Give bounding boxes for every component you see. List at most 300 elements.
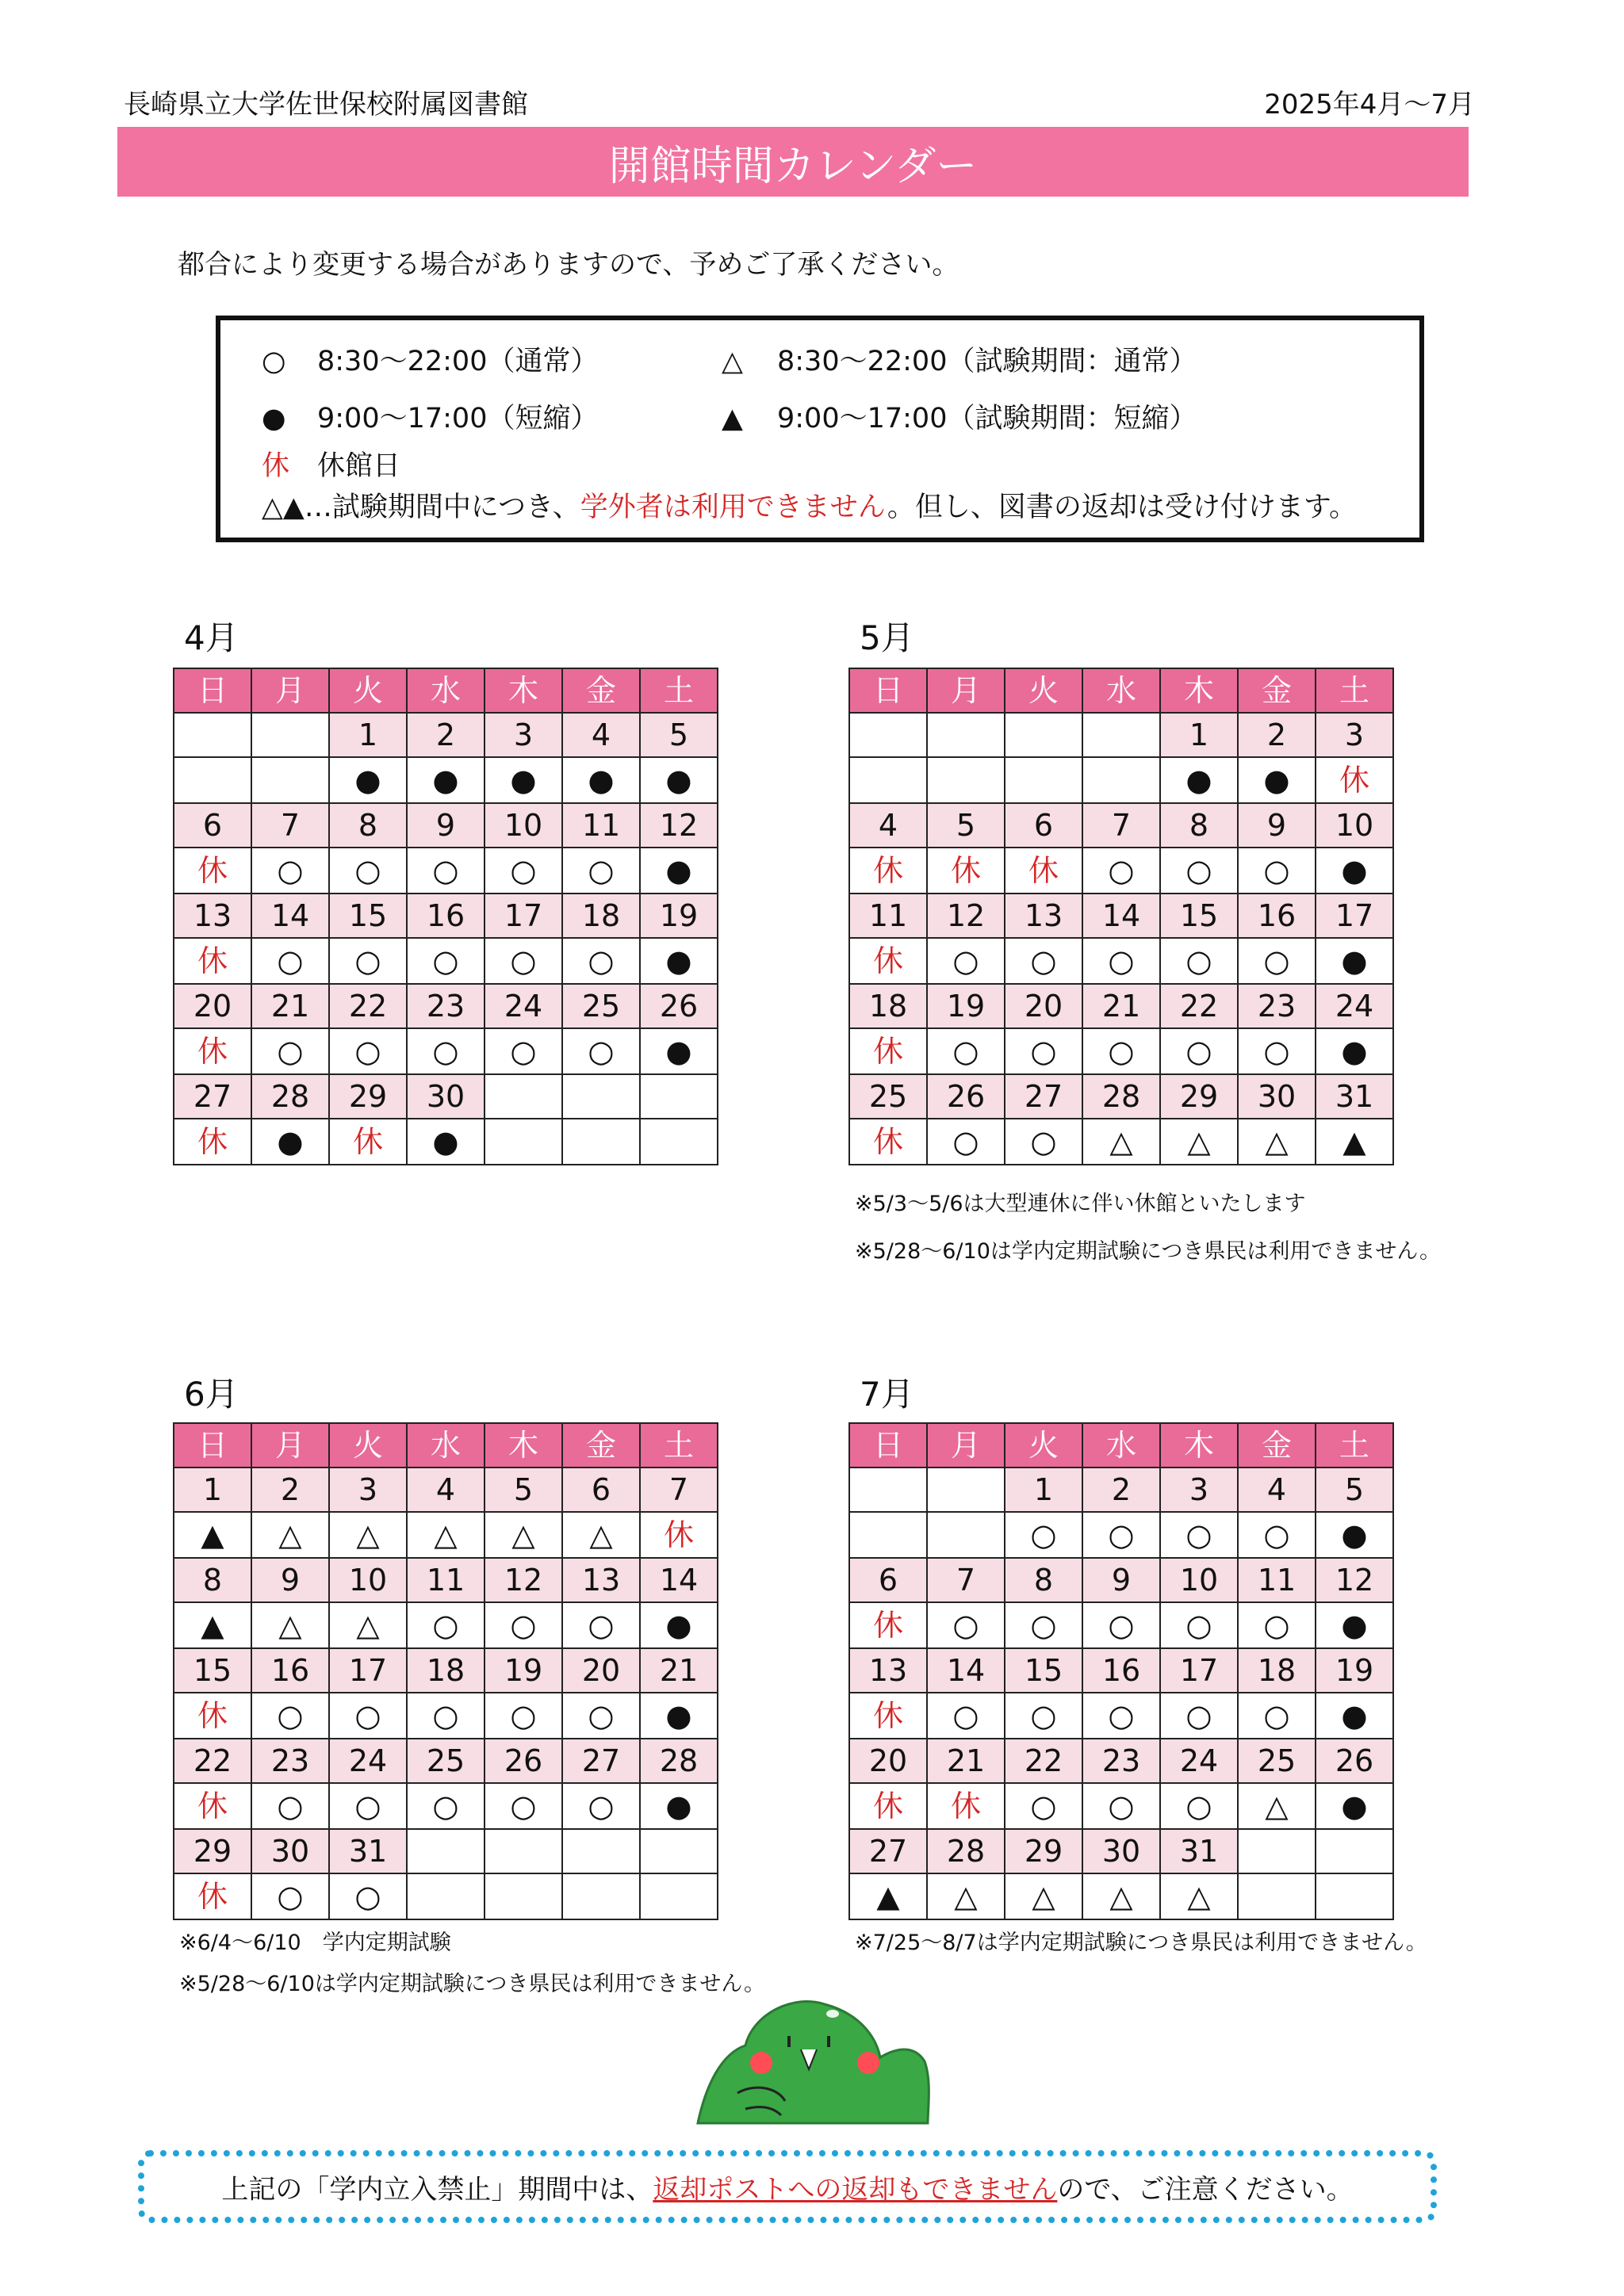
- day-number: 28: [640, 1739, 718, 1783]
- day-status: [927, 1512, 1005, 1558]
- day-status: [1238, 1873, 1316, 1919]
- date-row: [174, 1829, 718, 1873]
- day-number: 17: [1160, 1648, 1238, 1693]
- day-number: 6: [849, 1558, 927, 1602]
- day-status: [849, 1512, 927, 1558]
- day-status: ○: [485, 1028, 562, 1074]
- status-row: [849, 938, 1393, 984]
- legend-exam-normal: [722, 339, 1197, 379]
- day-status: 休: [174, 1693, 251, 1739]
- return-post-notice: [138, 2150, 1437, 2223]
- day-status: ○: [1160, 1693, 1238, 1739]
- status-row: [849, 848, 1393, 894]
- calendar-period: 2025年4月～7月: [1264, 89, 1475, 121]
- day-status: △: [1082, 1873, 1160, 1919]
- day-number: [562, 1074, 640, 1119]
- day-number: 24: [1160, 1739, 1238, 1783]
- status-row: [849, 757, 1393, 803]
- day-status: [1082, 757, 1160, 803]
- day-status: ○: [1005, 938, 1082, 984]
- open-circle-icon: ○: [262, 346, 286, 377]
- day-number: 4: [407, 1468, 485, 1512]
- day-number: 9: [407, 803, 485, 848]
- weekday-label: 木: [485, 668, 562, 713]
- day-status: ○: [562, 1602, 640, 1648]
- weekday-label: 火: [329, 668, 407, 713]
- day-number: 3: [1316, 713, 1393, 757]
- day-number: 12: [927, 894, 1005, 938]
- day-status: 休: [174, 848, 251, 894]
- day-status: ○: [485, 848, 562, 894]
- day-number: 24: [1316, 984, 1393, 1028]
- day-number: [1238, 1829, 1316, 1873]
- exam-note-suffix: 。但し、図書の返却は受け付けます。: [887, 492, 1358, 523]
- day-status: ○: [1160, 848, 1238, 894]
- legend-exam-short-text: 9:00～17:00（試験期間：短縮）: [777, 403, 1197, 434]
- may-note-holiday: ※5/3～5/6は大型連休に伴い休館といたします: [855, 1192, 1306, 1216]
- day-status: ○: [251, 848, 329, 894]
- day-status: 休: [849, 1119, 927, 1165]
- day-status: 休: [849, 1783, 927, 1829]
- day-number: 8: [1160, 803, 1238, 848]
- legend-box: [216, 316, 1424, 542]
- day-status: 休: [174, 1119, 251, 1165]
- day-status: 休: [174, 1873, 251, 1919]
- day-status: [562, 1119, 640, 1165]
- day-status: △: [927, 1873, 1005, 1919]
- day-status: ○: [485, 1602, 562, 1648]
- day-number: 15: [174, 1648, 251, 1693]
- day-status: ●: [1160, 757, 1238, 803]
- weekday-label: 木: [485, 1423, 562, 1468]
- date-row: [174, 1558, 718, 1602]
- legend-closed-text: 休館日: [317, 450, 401, 482]
- day-status: ▲: [849, 1873, 927, 1919]
- day-status: ●: [562, 757, 640, 803]
- day-status: ○: [1082, 1028, 1160, 1074]
- day-status: ○: [407, 1693, 485, 1739]
- day-number: [640, 1829, 718, 1873]
- day-number: 7: [927, 1558, 1005, 1602]
- day-status: ●: [640, 757, 718, 803]
- date-row: [849, 1829, 1393, 1873]
- day-number: [640, 1074, 718, 1119]
- day-number: 19: [1316, 1648, 1393, 1693]
- day-number: 28: [1082, 1074, 1160, 1119]
- day-status: ○: [1238, 848, 1316, 894]
- day-number: 9: [1082, 1558, 1160, 1602]
- day-number: 16: [1238, 894, 1316, 938]
- day-status: 休: [174, 1028, 251, 1074]
- status-row: [849, 1783, 1393, 1829]
- day-number: 21: [1082, 984, 1160, 1028]
- day-status: ○: [1005, 1512, 1082, 1558]
- day-status: ○: [251, 938, 329, 984]
- day-number: 5: [927, 803, 1005, 848]
- day-number: 11: [849, 894, 927, 938]
- day-status: ●: [640, 1028, 718, 1074]
- day-status: △: [329, 1512, 407, 1558]
- day-number: 3: [485, 713, 562, 757]
- day-status: ●: [1238, 757, 1316, 803]
- day-status: ●: [1316, 1028, 1393, 1074]
- weekday-label: 水: [1082, 668, 1160, 713]
- june-note-exam: ※5/28～6/10は学内定期試験につき県民は利用できません。: [179, 1972, 765, 1996]
- day-number: 16: [251, 1648, 329, 1693]
- day-number: 30: [407, 1074, 485, 1119]
- day-number: [849, 713, 927, 757]
- day-status: 休: [329, 1119, 407, 1165]
- day-status: ○: [251, 1873, 329, 1919]
- weekday-label: 金: [562, 1423, 640, 1468]
- day-number: [407, 1829, 485, 1873]
- day-number: 11: [407, 1558, 485, 1602]
- weekday-header-row: [849, 1423, 1393, 1468]
- day-number: 28: [927, 1829, 1005, 1873]
- status-row: [174, 848, 718, 894]
- day-number: 14: [640, 1558, 718, 1602]
- day-number: 22: [1160, 984, 1238, 1028]
- day-status: ●: [640, 1693, 718, 1739]
- month-title-april: 4月: [184, 618, 239, 657]
- day-status: △: [562, 1512, 640, 1558]
- day-status: [485, 1119, 562, 1165]
- day-number: [1082, 713, 1160, 757]
- status-row: [849, 1028, 1393, 1074]
- day-number: [1005, 713, 1082, 757]
- day-number: 2: [407, 713, 485, 757]
- return-notice-warning: 返却ポストへの返却もできません: [653, 2173, 1058, 2206]
- day-status: ○: [329, 848, 407, 894]
- day-status: 休: [640, 1512, 718, 1558]
- day-number: 5: [640, 713, 718, 757]
- weekday-label: 土: [1316, 1423, 1393, 1468]
- day-status: 休: [849, 848, 927, 894]
- day-number: [927, 1468, 1005, 1512]
- day-number: 18: [407, 1648, 485, 1693]
- july-note-exam: ※7/25～8/7は学内定期試験につき県民は利用できません。: [855, 1931, 1427, 1955]
- mascot-illustration: [690, 1990, 936, 2125]
- filled-triangle-icon: ▲: [722, 403, 743, 434]
- day-status: ●: [1316, 1512, 1393, 1558]
- legend-short-text: 9:00～17:00（短縮）: [317, 403, 599, 434]
- day-status: 休: [849, 1028, 927, 1074]
- day-status: ○: [407, 1783, 485, 1829]
- day-status: ●: [251, 1119, 329, 1165]
- day-number: 19: [927, 984, 1005, 1028]
- weekday-label: 日: [849, 1423, 927, 1468]
- day-status: ○: [562, 1783, 640, 1829]
- day-status: ○: [1005, 1693, 1082, 1739]
- calendar-july: [848, 1422, 1394, 1920]
- date-row: [174, 803, 718, 848]
- day-status: △: [485, 1512, 562, 1558]
- date-row: [849, 894, 1393, 938]
- day-status: ○: [407, 1602, 485, 1648]
- weekday-label: 木: [1160, 1423, 1238, 1468]
- day-number: 31: [1316, 1074, 1393, 1119]
- day-status: ●: [407, 757, 485, 803]
- day-number: 29: [329, 1074, 407, 1119]
- weekday-label: 金: [1238, 668, 1316, 713]
- day-status: 休: [174, 938, 251, 984]
- day-number: 11: [562, 803, 640, 848]
- day-number: 25: [407, 1739, 485, 1783]
- status-row: [174, 1873, 718, 1919]
- date-row: [174, 984, 718, 1028]
- status-row: [174, 1783, 718, 1829]
- weekday-label: 月: [927, 1423, 1005, 1468]
- weekday-label: 火: [1005, 1423, 1082, 1468]
- weekday-label: 月: [251, 1423, 329, 1468]
- day-status: △: [1005, 1873, 1082, 1919]
- day-number: 21: [927, 1739, 1005, 1783]
- day-status: ○: [927, 1119, 1005, 1165]
- weekday-header-row: [174, 668, 718, 713]
- day-status: ○: [927, 1693, 1005, 1739]
- day-number: 17: [485, 894, 562, 938]
- day-number: 31: [329, 1829, 407, 1873]
- day-status: [407, 1873, 485, 1919]
- date-row: [849, 1739, 1393, 1783]
- date-row: [174, 1739, 718, 1783]
- weekday-label: 月: [927, 668, 1005, 713]
- day-status: ○: [1160, 1028, 1238, 1074]
- day-status: △: [1160, 1119, 1238, 1165]
- legend-normal-text: 8:30～22:00（通常）: [317, 346, 599, 377]
- day-number: 26: [485, 1739, 562, 1783]
- day-status: ○: [1238, 1602, 1316, 1648]
- status-row: [849, 1119, 1393, 1165]
- status-row: [849, 1873, 1393, 1919]
- day-number: 6: [562, 1468, 640, 1512]
- day-status: ○: [251, 1028, 329, 1074]
- day-status: [485, 1873, 562, 1919]
- day-number: 27: [849, 1829, 927, 1873]
- day-number: 27: [1005, 1074, 1082, 1119]
- weekday-label: 火: [1005, 668, 1082, 713]
- day-number: 30: [1082, 1829, 1160, 1873]
- day-number: 24: [485, 984, 562, 1028]
- status-row: [174, 938, 718, 984]
- filled-circle-icon: ●: [262, 403, 286, 434]
- day-number: 17: [1316, 894, 1393, 938]
- day-number: 8: [174, 1558, 251, 1602]
- day-number: 26: [640, 984, 718, 1028]
- day-status: △: [407, 1512, 485, 1558]
- date-row: [849, 1648, 1393, 1693]
- day-status: ○: [1005, 1028, 1082, 1074]
- day-number: 1: [1160, 713, 1238, 757]
- date-row: [849, 1074, 1393, 1119]
- day-number: 1: [329, 713, 407, 757]
- day-number: 22: [1005, 1739, 1082, 1783]
- day-status: 休: [849, 1602, 927, 1648]
- closed-mark-icon: 休: [262, 450, 290, 482]
- day-number: 29: [174, 1829, 251, 1873]
- weekday-label: 火: [329, 1423, 407, 1468]
- status-row: [174, 1028, 718, 1074]
- day-status: ●: [329, 757, 407, 803]
- day-status: [640, 1119, 718, 1165]
- day-number: 14: [927, 1648, 1005, 1693]
- day-status: ○: [562, 848, 640, 894]
- weekday-header-row: [849, 668, 1393, 713]
- day-number: 4: [562, 713, 640, 757]
- day-number: 27: [562, 1739, 640, 1783]
- day-number: 19: [640, 894, 718, 938]
- day-number: 13: [562, 1558, 640, 1602]
- day-number: 20: [1005, 984, 1082, 1028]
- day-number: 1: [1005, 1468, 1082, 1512]
- weekday-label: 金: [562, 668, 640, 713]
- day-status: ○: [927, 938, 1005, 984]
- day-status: [251, 757, 329, 803]
- day-number: 18: [1238, 1648, 1316, 1693]
- day-number: 22: [174, 1739, 251, 1783]
- day-number: 25: [1238, 1739, 1316, 1783]
- day-number: 26: [927, 1074, 1005, 1119]
- day-status: ○: [329, 1693, 407, 1739]
- day-status: ○: [927, 1602, 1005, 1648]
- library-name: 長崎県立大学佐世保校附属図書館: [124, 89, 528, 121]
- day-status: ○: [1238, 1512, 1316, 1558]
- day-status: [849, 757, 927, 803]
- day-status: △: [1238, 1783, 1316, 1829]
- open-triangle-icon: △: [722, 346, 743, 377]
- day-number: 27: [174, 1074, 251, 1119]
- status-row: [174, 1512, 718, 1558]
- return-notice-prefix: 上記の「学内立入禁止」期間中は、: [221, 2173, 653, 2206]
- day-number: 23: [1238, 984, 1316, 1028]
- day-number: 20: [562, 1648, 640, 1693]
- day-status: ○: [407, 848, 485, 894]
- legend-exam-normal-text: 8:30～22:00（試験期間：通常）: [777, 346, 1197, 377]
- day-number: 10: [1316, 803, 1393, 848]
- day-status: ○: [1082, 1512, 1160, 1558]
- day-number: 24: [329, 1739, 407, 1783]
- day-number: 15: [1160, 894, 1238, 938]
- day-number: 9: [251, 1558, 329, 1602]
- day-number: 25: [849, 1074, 927, 1119]
- day-status: △: [1082, 1119, 1160, 1165]
- day-status: ▲: [174, 1512, 251, 1558]
- status-row: [849, 1693, 1393, 1739]
- month-title-may: 5月: [860, 618, 914, 657]
- weekday-label: 水: [407, 1423, 485, 1468]
- day-number: 30: [1238, 1074, 1316, 1119]
- day-number: 15: [1005, 1648, 1082, 1693]
- day-status: ○: [485, 938, 562, 984]
- status-row: [849, 1512, 1393, 1558]
- status-row: [174, 1602, 718, 1648]
- date-row: [849, 984, 1393, 1028]
- day-status: ○: [329, 1873, 407, 1919]
- day-number: [562, 1829, 640, 1873]
- day-number: 7: [1082, 803, 1160, 848]
- weekday-label: 土: [640, 668, 718, 713]
- day-number: 3: [1160, 1468, 1238, 1512]
- day-number: 13: [174, 894, 251, 938]
- day-status: ○: [329, 1028, 407, 1074]
- day-number: 3: [329, 1468, 407, 1512]
- date-row: [174, 1468, 718, 1512]
- day-status: [1316, 1873, 1393, 1919]
- day-number: 6: [1005, 803, 1082, 848]
- day-status: △: [1238, 1119, 1316, 1165]
- day-status: ●: [1316, 1783, 1393, 1829]
- day-status: ○: [1082, 1783, 1160, 1829]
- day-status: ○: [1082, 938, 1160, 984]
- status-row: [849, 1602, 1393, 1648]
- day-number: 29: [1160, 1074, 1238, 1119]
- day-number: 4: [849, 803, 927, 848]
- day-number: 8: [329, 803, 407, 848]
- page-title: 開館時間カレンダー: [608, 142, 978, 190]
- day-status: ○: [1160, 1602, 1238, 1648]
- weekday-label: 月: [251, 668, 329, 713]
- day-status: 休: [849, 1693, 927, 1739]
- return-notice-suffix: ので、ご注意ください。: [1057, 2173, 1354, 2206]
- day-status: 休: [849, 938, 927, 984]
- day-number: 5: [485, 1468, 562, 1512]
- legend-exam-note: [262, 485, 1357, 525]
- status-row: [174, 757, 718, 803]
- day-number: [485, 1829, 562, 1873]
- weekday-label: 木: [1160, 668, 1238, 713]
- day-number: [251, 713, 329, 757]
- weekday-label: 金: [1238, 1423, 1316, 1468]
- date-row: [849, 1558, 1393, 1602]
- date-row: [849, 803, 1393, 848]
- legend-short: [262, 396, 598, 436]
- day-status: ○: [1238, 1693, 1316, 1739]
- day-number: 13: [849, 1648, 927, 1693]
- day-status: ○: [1005, 1783, 1082, 1829]
- month-title-june: 6月: [184, 1375, 239, 1414]
- day-number: 18: [849, 984, 927, 1028]
- day-number: [927, 713, 1005, 757]
- day-number: 5: [1316, 1468, 1393, 1512]
- day-number: 7: [640, 1468, 718, 1512]
- date-row: [174, 1074, 718, 1119]
- day-status: ○: [562, 1693, 640, 1739]
- weekday-label: 日: [849, 668, 927, 713]
- day-number: 20: [849, 1739, 927, 1783]
- day-number: [174, 713, 251, 757]
- day-number: 20: [174, 984, 251, 1028]
- day-number: [1316, 1829, 1393, 1873]
- day-number: 19: [485, 1648, 562, 1693]
- day-status: ○: [1005, 1119, 1082, 1165]
- day-status: ○: [407, 1028, 485, 1074]
- day-number: 16: [407, 894, 485, 938]
- status-row: [174, 1119, 718, 1165]
- day-status: ○: [927, 1028, 1005, 1074]
- day-status: [927, 757, 1005, 803]
- day-status: ●: [640, 1602, 718, 1648]
- day-status: ○: [1160, 1512, 1238, 1558]
- day-number: 30: [251, 1829, 329, 1873]
- day-status: ○: [562, 938, 640, 984]
- status-row: [174, 1693, 718, 1739]
- day-number: 21: [640, 1648, 718, 1693]
- day-status: ○: [1160, 1783, 1238, 1829]
- day-status: ○: [1082, 848, 1160, 894]
- day-status: 休: [1316, 757, 1393, 803]
- day-number: 14: [251, 894, 329, 938]
- day-number: 21: [251, 984, 329, 1028]
